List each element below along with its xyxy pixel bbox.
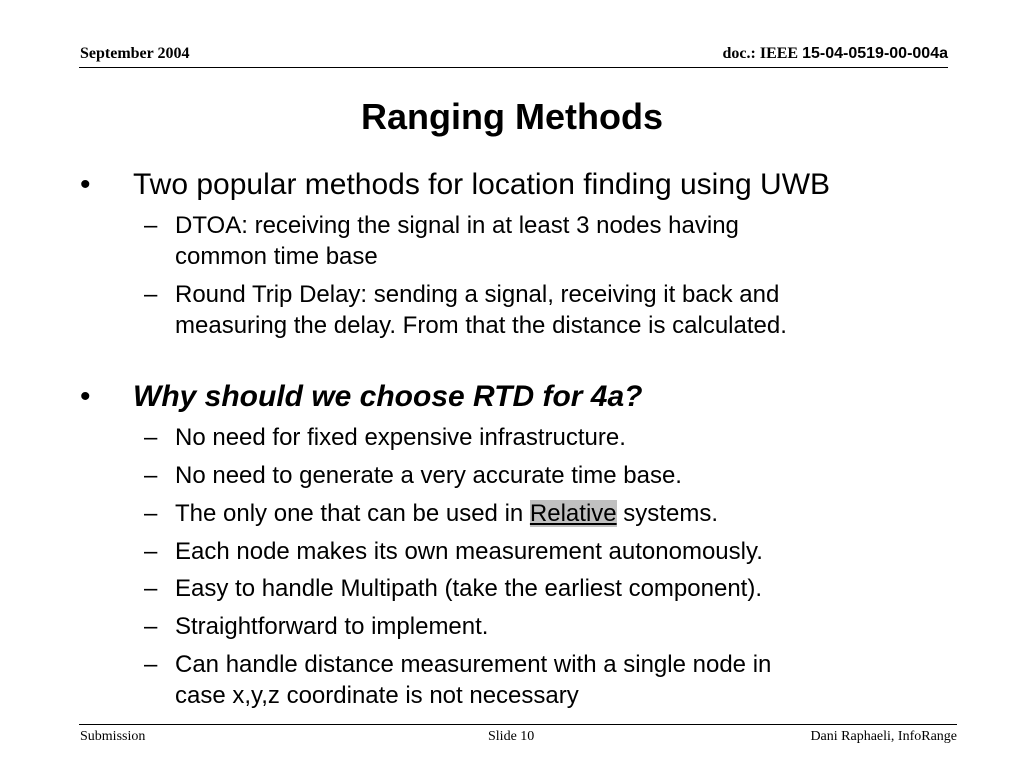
bullet-marker: • — [80, 168, 91, 201]
sub-item-text: No need to generate a very accurate time base. — [175, 462, 682, 489]
dash-marker: – — [144, 538, 158, 565]
dash-marker: – — [144, 613, 158, 640]
sub-item-text: Straightforward to implement. — [175, 613, 489, 640]
doc-prefix: doc.: IEEE — [722, 45, 803, 62]
header-date: September 2004 — [80, 45, 190, 62]
sub-item-line: case x,y,z coordinate is not necessary — [175, 682, 579, 709]
footer-submission: Submission — [80, 729, 146, 744]
doc-number: 15-04-0519-00-004a — [802, 45, 948, 62]
dash-marker: – — [144, 462, 158, 489]
sub-item-line: DTOA: receiving the signal in at least 3 nodes having — [175, 212, 739, 239]
bullet-marker: • — [80, 380, 91, 413]
bullet-text: Two popular methods for location finding using UWB — [133, 168, 831, 201]
footer-slide-number: Slide 10 — [488, 729, 535, 744]
sub-item-line: Round Trip Delay: sending a signal, receiving it back and — [175, 281, 780, 308]
dash-marker: – — [144, 651, 158, 678]
sub-item-line: Can handle distance measurement with a single node in — [175, 651, 772, 678]
dash-marker: – — [144, 281, 158, 308]
sub-item-line: common time base — [175, 243, 378, 270]
footer-rule — [79, 724, 957, 725]
sub-item-text: No need for fixed expensive infrastructure. — [175, 424, 626, 451]
footer-author: Dani Raphaeli, InfoRange — [810, 729, 957, 744]
header-rule — [79, 67, 948, 68]
sub-item-text: Each node makes its own measurement autonomously. — [175, 538, 763, 565]
relative-highlight: Relative — [529, 500, 617, 527]
sub-item-line: measuring the delay. From that the distance is calculated. — [175, 312, 787, 339]
sub-item-text: Easy to handle Multipath (take the earliest component). — [175, 575, 762, 602]
slide-title: Ranging Methods — [361, 96, 663, 137]
dash-marker: – — [144, 575, 158, 602]
dash-marker: – — [144, 212, 158, 239]
dash-marker: – — [144, 500, 158, 527]
bullet-text: Why should we choose RTD for 4a? — [133, 380, 643, 413]
sub-item-text-post: systems. — [616, 500, 718, 527]
sub-item-text — [175, 498, 718, 529]
dash-marker: – — [144, 424, 158, 451]
sub-item-text-pre: The only one that can be used in — [175, 500, 530, 527]
header-doc-id — [723, 45, 948, 63]
